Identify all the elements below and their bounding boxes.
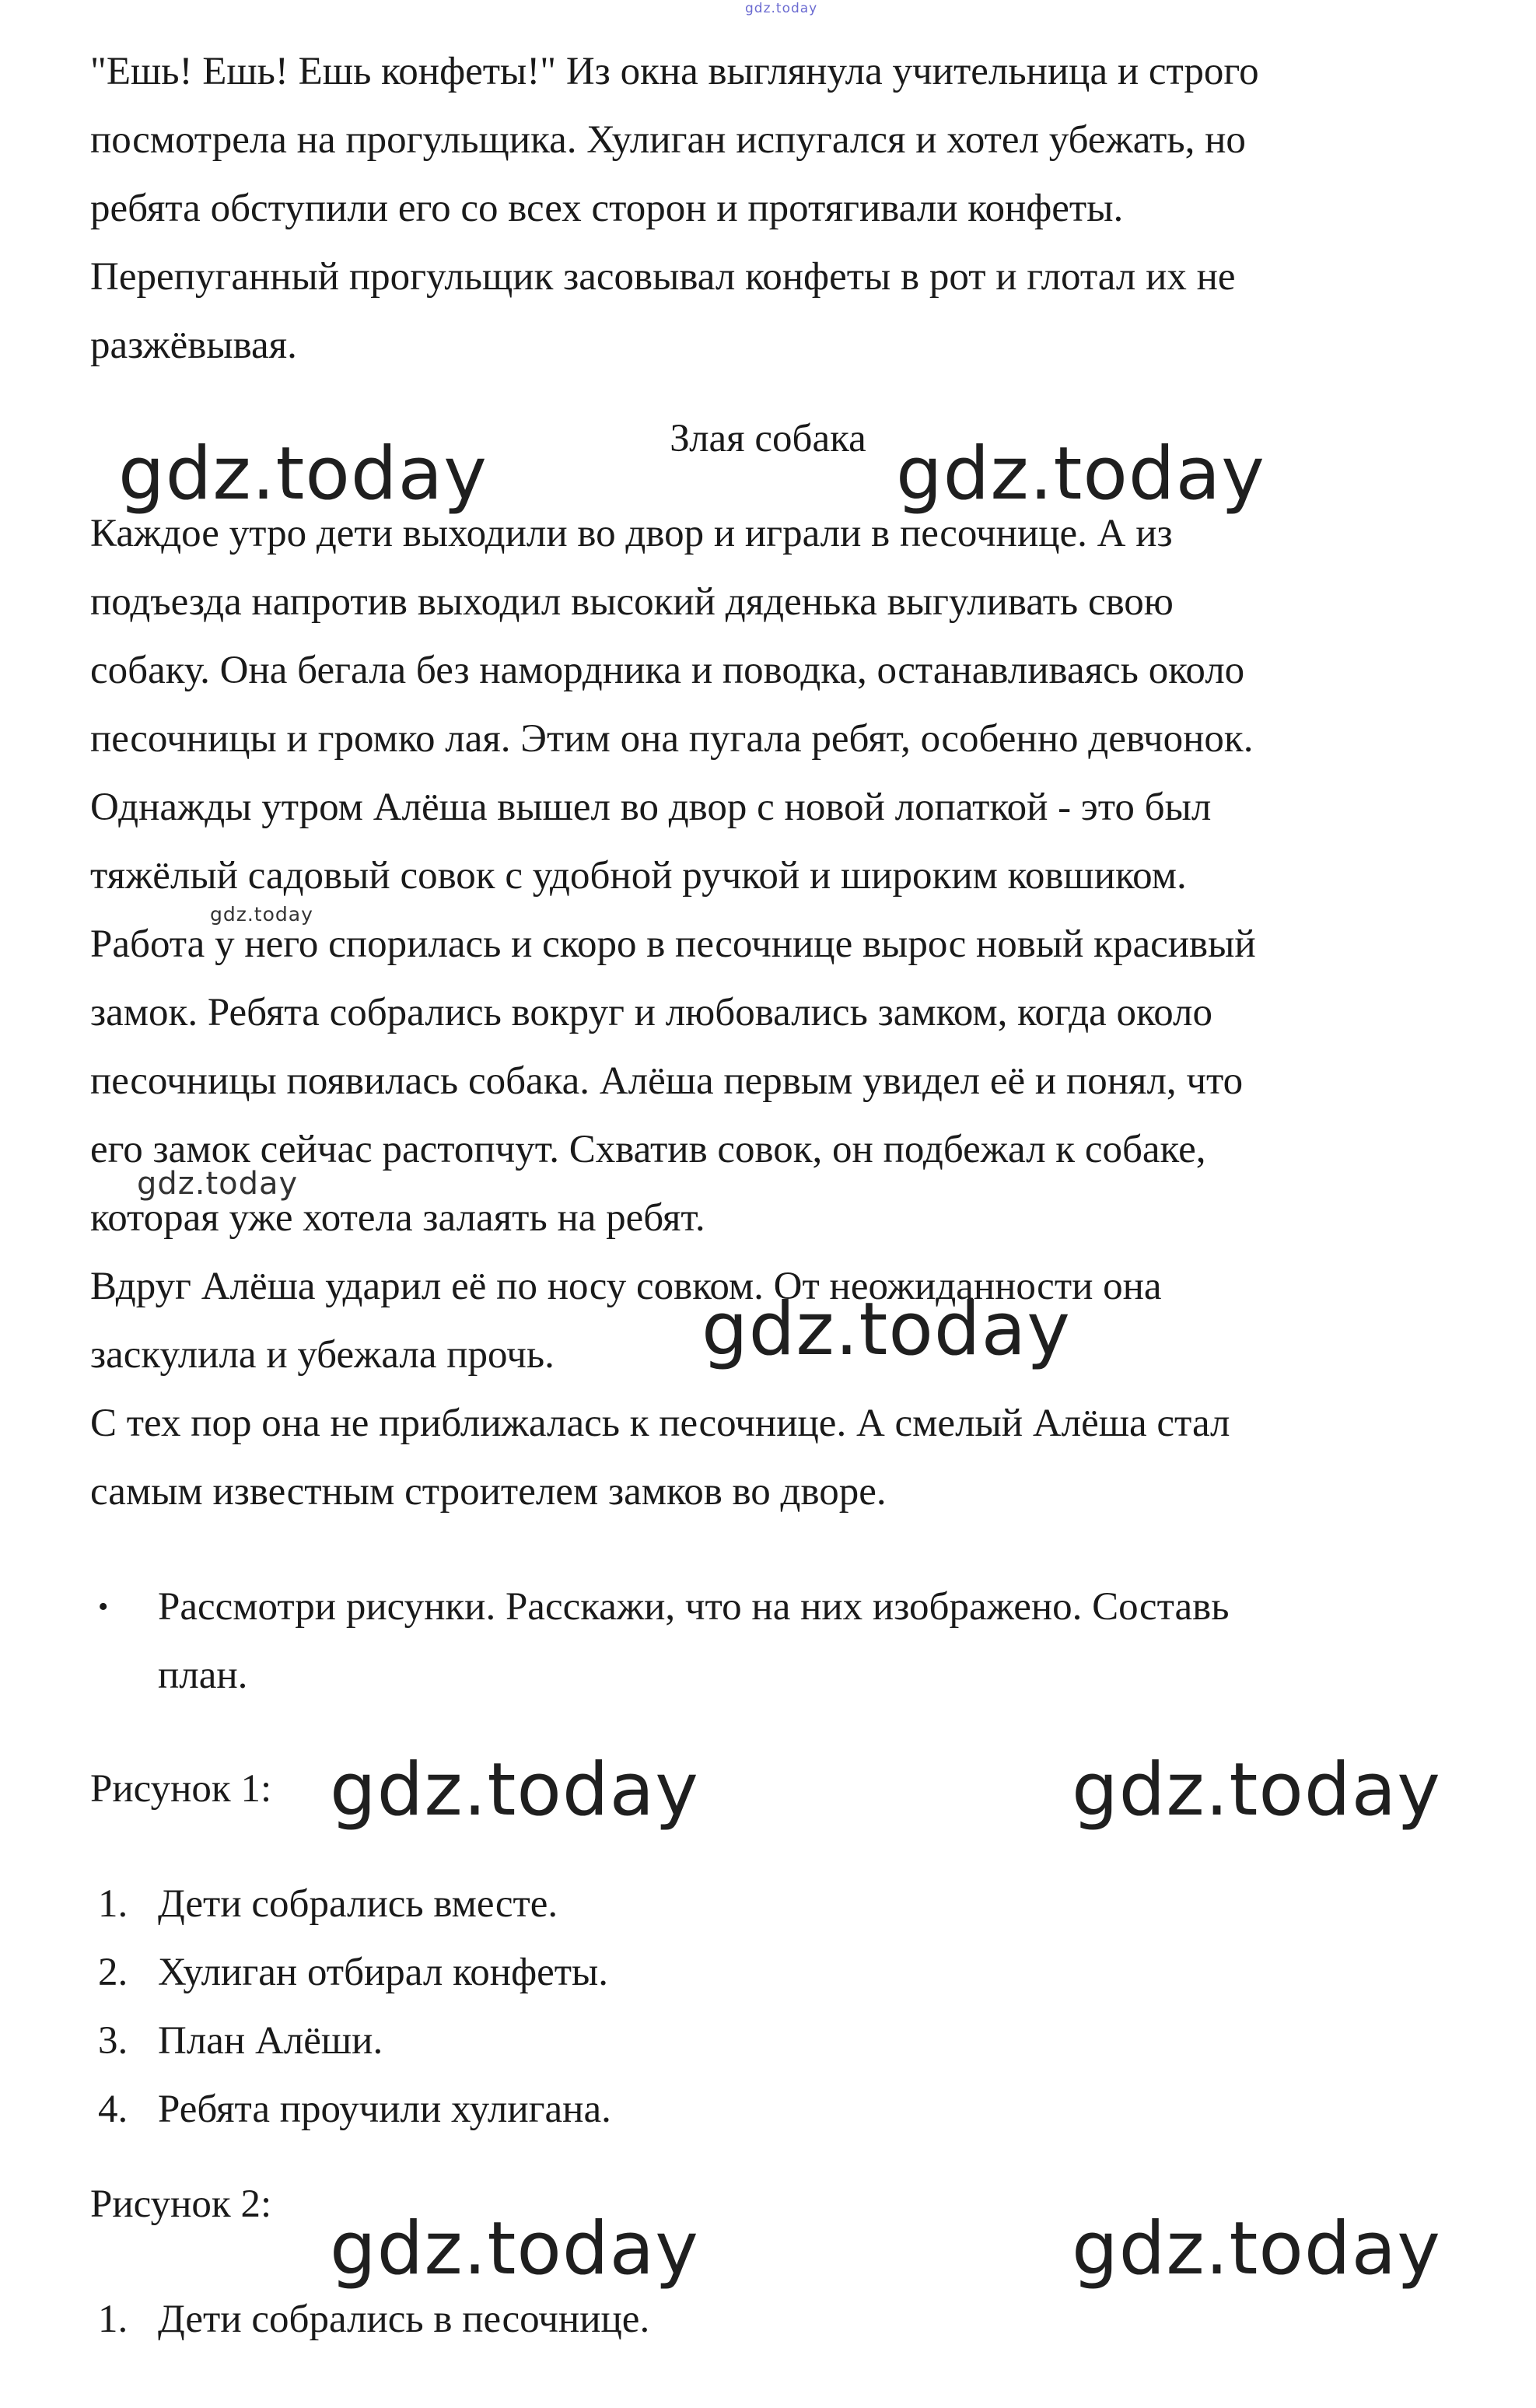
figure1-item-number: 4. <box>98 2088 128 2131</box>
watermark: gdz.today <box>330 2207 699 2291</box>
watermark: gdz.today <box>896 432 1265 516</box>
figure1-label: Рисунок 1: <box>90 1767 272 1811</box>
story-title: Злая собака <box>670 417 866 460</box>
watermark: gdz.today <box>137 1166 299 1202</box>
story-line-3: собаку. Она бегала без намордника и поводка, останавливаясь около <box>90 649 1245 692</box>
figure1-item-text: План Алёши. <box>158 2019 383 2063</box>
figure2-item-number: 1. <box>98 2298 128 2341</box>
figure2-item-text: Дети собрались в песочнице. <box>158 2298 650 2341</box>
story-line-9: песочницы появилась собака. Алёша первым увидел её и понял, что <box>90 1059 1244 1103</box>
watermark: gdz.today <box>210 903 313 926</box>
story-line-1: Каждое утро дети выходили во двор и играли в песочнице. А из <box>90 512 1173 555</box>
header-watermark: gdz.today <box>745 1 818 16</box>
watermark: gdz.today <box>702 1287 1071 1372</box>
story-line-10: его замок сейчас растопчут. Схватив совок, он подбежал к собаке, <box>90 1128 1206 1171</box>
watermark: gdz.today <box>330 1748 699 1832</box>
intro-line-3: ребята обступили его со всех сторон и протягивали конфеты. <box>90 187 1124 230</box>
task-line-2: план. <box>158 1654 248 1697</box>
story-line-6: тяжёлый садовый совок с удобной ручкой и широким ковшиком. <box>90 854 1187 898</box>
watermark: gdz.today <box>1072 1748 1441 1832</box>
figure1-item-number: 1. <box>98 1882 128 1926</box>
story-line-5: Однажды утром Алёша вышел во двор с новой лопаткой - это был <box>90 786 1212 829</box>
story-line-13: заскулила и убежала прочь. <box>90 1333 555 1377</box>
task-line-1: Рассмотри рисунки. Расскажи, что на них изображено. Составь <box>158 1585 1230 1629</box>
story-line-15: самым известным строителем замков во дворе. <box>90 1470 887 1514</box>
story-line-14: С тех пор она не приближалась к песочнице. А смелый Алёша стал <box>90 1402 1230 1445</box>
intro-line-5: разжёвывая. <box>90 324 297 367</box>
watermark: gdz.today <box>118 432 488 516</box>
story-line-4: песочницы и громко лая. Этим она пугала ребят, особенно девчонок. <box>90 717 1254 761</box>
figure1-item-number: 3. <box>98 2019 128 2063</box>
figure1-item-number: 2. <box>98 1951 128 1994</box>
intro-line-2: посмотрела на прогульщика. Хулиган испугался и хотел убежать, но <box>90 118 1246 162</box>
figure1-item-text: Ребята проучили хулигана. <box>158 2088 611 2131</box>
figure1-item-text: Хулиган отбирал конфеты. <box>158 1951 609 1994</box>
intro-line-4: Перепуганный прогульщик засовывал конфеты в рот и глотал их не <box>90 255 1236 299</box>
intro-line-1: "Ешь! Ешь! Ешь конфеты!" Из окна выглянула учительница и строго <box>90 50 1259 93</box>
story-line-8: замок. Ребята собрались вокруг и любовались замком, когда около <box>90 991 1212 1034</box>
story-line-7: Работа у него спорилась и скоро в песочнице вырос новый красивый <box>90 922 1256 966</box>
story-line-11: которая уже хотела залаять на ребят. <box>90 1196 705 1240</box>
story-line-2: подъезда напротив выходил высокий дяденька выгуливать свою <box>90 580 1174 624</box>
story-line-12: Вдруг Алёша ударил её по носу совком. От неожиданности она <box>90 1265 1162 1308</box>
figure2-label: Рисунок 2: <box>90 2182 272 2226</box>
figure1-item-text: Дети собрались вместе. <box>158 1882 558 1926</box>
watermark: gdz.today <box>1072 2207 1441 2291</box>
task-bullet: • <box>98 1591 109 1623</box>
